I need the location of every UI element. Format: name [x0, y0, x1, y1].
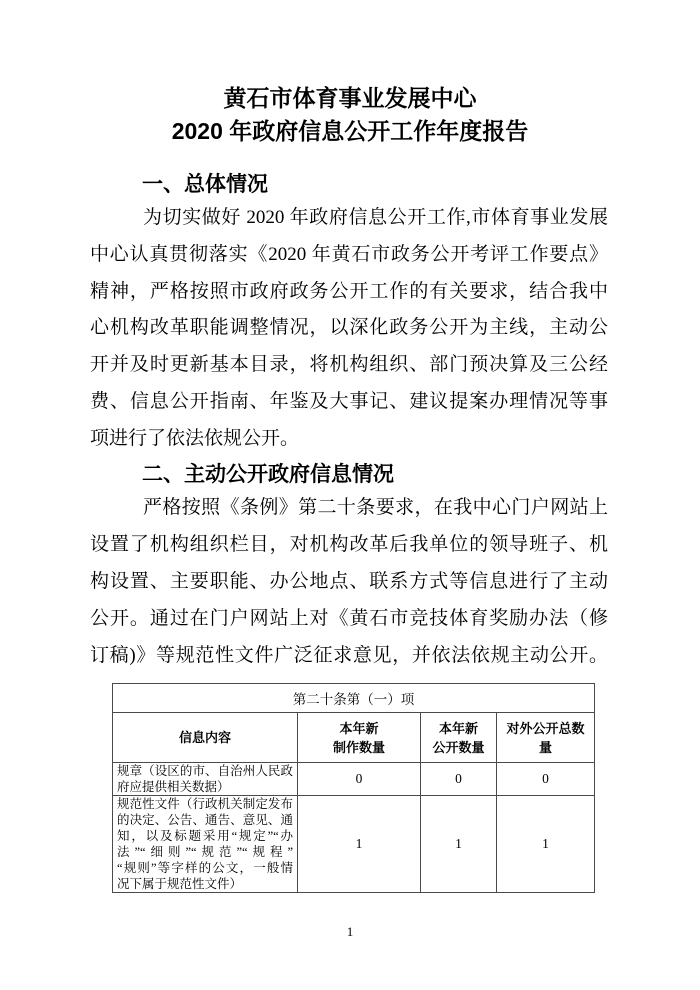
header-line: 本年新 [339, 720, 379, 736]
header-line: 对外公开总数 [506, 720, 585, 736]
paragraph-line: 心机构改革职能调整情况，以深化政务公开为主线，主动公 [90, 317, 608, 339]
section-2-paragraph [90, 489, 608, 674]
page-number: 1 [346, 924, 354, 939]
disclosure-statistics-table [112, 683, 595, 893]
paragraph-line: 项进行了依法依规公开。 [90, 427, 300, 449]
paragraph-line: 中心认真贯彻落实《2020 年黄石市政务公开考评工作要点》 [90, 243, 608, 265]
header-cell-content: 信息内容 [113, 713, 298, 763]
cell-content [113, 763, 298, 796]
cell-line: 法”“细则”“规范”“规程” [117, 845, 293, 859]
cell-line: 规范性文件（行政机关制定发布 [117, 797, 293, 811]
cell-line: 府应提供相关数据） [117, 780, 230, 794]
header-cell-new-published [421, 713, 497, 763]
paragraph-line: 精神，严格按照市政府政务公开工作的有关要求，结合我中 [90, 280, 608, 302]
header-line: 制作数量 [332, 739, 385, 755]
table-row-normative-documents [113, 796, 595, 893]
document-title [0, 82, 700, 148]
title-line-1: 黄石市体育事业发展中心 [223, 85, 477, 111]
paragraph-line: 为切实做好 2020 年政府信息公开工作,市体育事业发展 [143, 207, 608, 228]
paragraph-line: 开并及时更新基本目录，将机构组织、部门预决算及三公经 [90, 354, 608, 376]
cell-line: “规则”等字样的公文，一般情 [117, 861, 293, 875]
paragraph-line: 设置了机构组织栏目，对机构改革后我单位的领导班子、机 [90, 534, 608, 555]
cell-line: 知，以及标题采用“规定”“办 [117, 829, 293, 843]
header-line: 公开数量 [432, 739, 485, 755]
cell-line: 的决定、公告、通告、意见、通 [117, 813, 293, 827]
table-caption: 第二十条第（一）项 [113, 684, 595, 713]
cell-line: 规章（设区的市、自治州人民政 [117, 764, 293, 778]
table-caption-row [113, 684, 595, 713]
section-1-heading: 一、总体情况 [142, 173, 268, 196]
paragraph-line: 订稿)》等规范性文件广泛征求意见，并依法依规主动公开。 [90, 645, 608, 666]
cell-published-count: 1 [421, 796, 497, 893]
header-line: 本年新 [438, 720, 478, 736]
cell-content [113, 796, 298, 893]
paragraph-line: 公开。通过在门户网站上对《黄石市竞技体育奖励办法（修 [90, 608, 608, 629]
header-line: 量 [538, 739, 552, 755]
paragraph-line: 构设置、主要职能、办公地点、联系方式等信息进行了主动 [90, 571, 608, 592]
title-line-2: 2020 年政府信息公开工作年度报告 [171, 118, 529, 144]
section-2-heading: 二、主动公开政府信息情况 [142, 463, 394, 486]
section-1-paragraph [90, 200, 608, 458]
table-header-row [113, 713, 595, 763]
cell-made-count: 1 [298, 796, 421, 893]
header-cell-new-made [298, 713, 421, 763]
cell-line: 况下属于规范性文件） [117, 877, 243, 891]
header-cell-total-published [497, 713, 595, 763]
cell-total-count: 1 [497, 796, 595, 893]
paragraph-line: 费、信息公开指南、年鉴及大事记、建议提案办理情况等事 [90, 390, 608, 412]
table-row-regulations [113, 763, 595, 796]
cell-published-count: 0 [421, 763, 497, 796]
cell-total-count: 0 [497, 763, 595, 796]
paragraph-line: 严格按照《条例》第二十条要求，在我中心门户网站上 [143, 497, 608, 518]
cell-made-count: 0 [298, 763, 421, 796]
